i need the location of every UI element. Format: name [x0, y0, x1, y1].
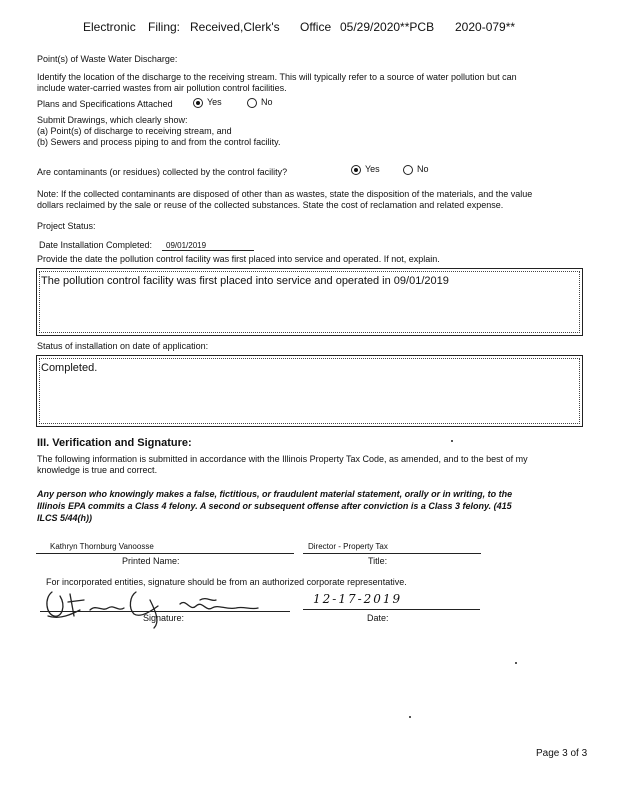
contaminants-yes-option[interactable]: [351, 164, 380, 175]
incorporated-note: For incorporated entities, signature should be from an authorized corporate representative.: [46, 577, 407, 587]
signature-line: [40, 611, 290, 612]
plans-label: Plans and Specifications Attached: [37, 99, 173, 109]
status-label: Status of installation on date of application:: [37, 341, 209, 351]
contaminants-note-2: dollars reclaimed by the sale or reuse of the collected substances. State the cost of reclamation and related expense.: [37, 200, 504, 210]
verification-text-2: knowledge is true and correct.: [37, 465, 158, 475]
header-received: Received,Clerk's: [190, 20, 280, 34]
header-office: Office: [300, 20, 332, 34]
contaminants-no-radio[interactable]: [403, 165, 413, 175]
date-label: Date:: [367, 613, 389, 623]
date-installed-value[interactable]: 09/01/2019: [166, 241, 207, 250]
printed-name-value[interactable]: Kathryn Thornburg Vanoosse: [50, 542, 154, 551]
warning-text-2: Illinois EPA commits a Class 4 felony. A second or subsequent offense after conviction is a Class 3 felony. (415: [37, 501, 512, 511]
contaminants-no-option[interactable]: [403, 164, 429, 175]
title-label: Title:: [368, 556, 388, 566]
explain-textarea[interactable]: [36, 268, 583, 336]
printed-name-label: Printed Name:: [122, 556, 180, 566]
verification-text-1: The following information is submitted in accordance with the Illinois Property Tax Code, as amended, and to the best of my: [37, 454, 528, 464]
plans-no-label: No: [261, 97, 273, 107]
discharge-title: Point(s) of Waste Water Discharge:: [37, 54, 178, 64]
status-textarea-border: [39, 358, 580, 424]
discharge-instr-2: include water-carried wastes from air pollution control facilities.: [37, 83, 287, 93]
printed-name-line: [36, 553, 294, 554]
plans-yes-label: Yes: [207, 97, 222, 107]
date-line: [303, 609, 480, 610]
header-case: 2020-079**: [455, 20, 516, 34]
date-installed-label: Date Installation Completed:: [39, 240, 153, 250]
scan-speck: [515, 662, 517, 664]
title-value[interactable]: Director - Property Tax: [308, 542, 388, 551]
title-line: [303, 553, 481, 554]
header-electronic: Electronic: [83, 20, 136, 34]
contaminants-question: Are contaminants (or residues) collected by the control facility?: [37, 167, 288, 177]
header-date: 05/29/2020**PCB: [340, 20, 435, 34]
verification-title: III. Verification and Signature:: [37, 437, 192, 449]
signature-label: Signature:: [143, 613, 185, 623]
status-text: Completed.: [41, 362, 98, 374]
submit-line-2: (a) Point(s) of discharge to receiving stream, and: [37, 126, 232, 136]
project-status-title: Project Status:: [37, 221, 96, 231]
handwritten-date: 12-17-2019: [313, 592, 403, 606]
plans-no-radio[interactable]: [247, 98, 257, 108]
scan-speck: [409, 716, 411, 718]
page-number: Page 3 of 3: [536, 748, 588, 759]
submit-line-1: Submit Drawings, which clearly show:: [37, 115, 188, 125]
contaminants-no-label: No: [417, 164, 429, 174]
explain-text: The pollution control facility was first placed into service and operated in 09/01/2019: [41, 275, 449, 287]
date-installed-underline: [162, 250, 254, 251]
status-textarea[interactable]: [36, 355, 583, 427]
warning-text-3: ILCS 5/44(h)): [37, 513, 93, 523]
plans-yes-option[interactable]: [193, 97, 222, 108]
plans-yes-radio[interactable]: [193, 98, 203, 108]
header-filing: Filing:: [148, 20, 181, 34]
scan-speck: [451, 440, 453, 442]
submit-line-3: (b) Sewers and process piping to and from the control facility.: [37, 137, 281, 147]
provide-date-instruction: Provide the date the pollution control facility was first placed into service and operated. If not, explain.: [37, 254, 440, 264]
contaminants-yes-label: Yes: [365, 164, 380, 174]
discharge-instr-1: Identify the location of the discharge to the receiving stream. This will typically refer to a source of water pollution but can: [37, 72, 517, 82]
warning-text-1: Any person who knowingly makes a false, fictitious, or fraudulent material statement, orally or in writing, to the: [37, 489, 513, 499]
plans-no-option[interactable]: [247, 97, 273, 108]
contaminants-yes-radio[interactable]: [351, 165, 361, 175]
contaminants-note-1: Note: If the collected contaminants are disposed of other than as wastes, state the disposition of the materials, and the value: [37, 189, 533, 199]
